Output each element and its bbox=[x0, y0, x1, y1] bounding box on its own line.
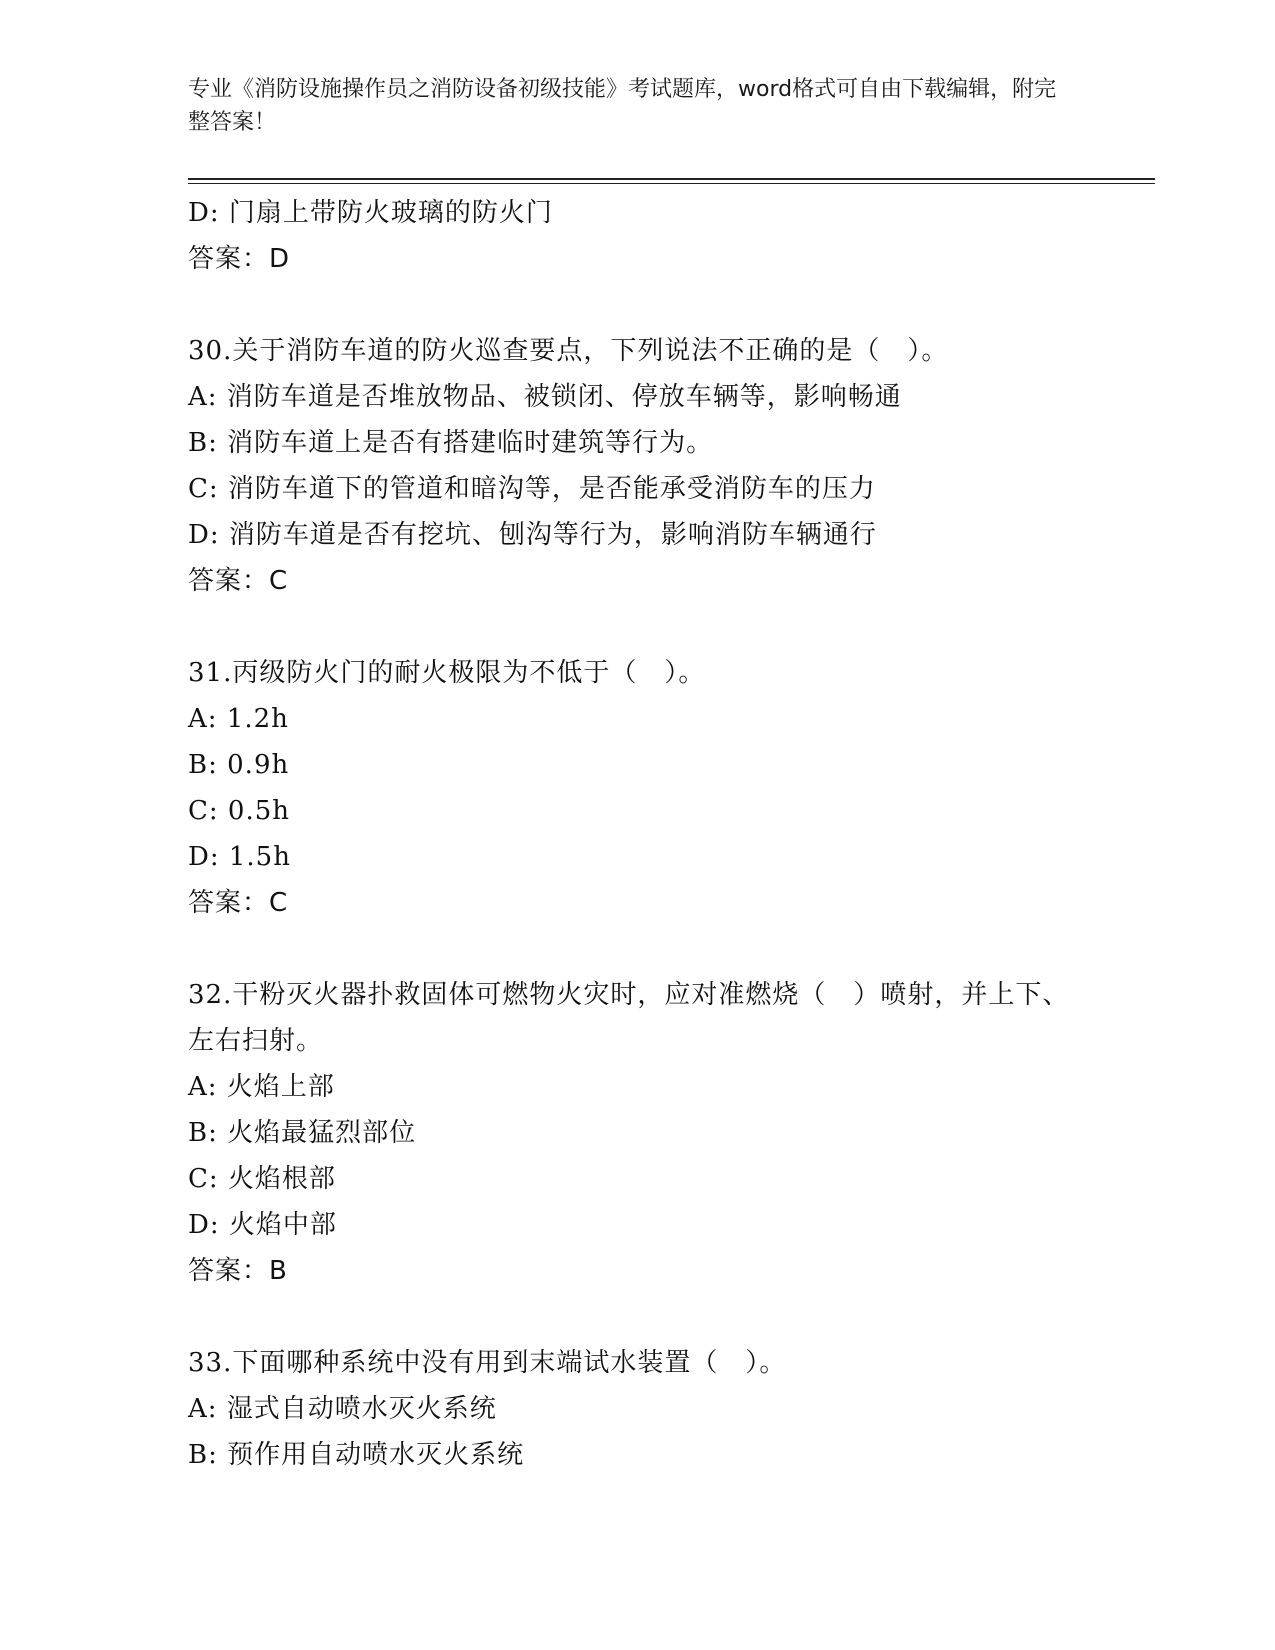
question-stem: 30.关于消防车道的防火巡查要点，下列说法不正确的是（ ）。 bbox=[188, 336, 949, 366]
question-30 bbox=[188, 328, 1088, 604]
question-32 bbox=[188, 972, 1088, 1294]
option-b: B: 火焰最猛烈部位 bbox=[188, 1118, 417, 1148]
answer-line: 答案：D bbox=[188, 244, 291, 274]
option-d: D: 1.5h bbox=[188, 842, 291, 872]
option-d: D: 门扇上带防火玻璃的防火门 bbox=[188, 198, 553, 228]
question-33 bbox=[188, 1340, 1088, 1478]
spacer bbox=[188, 282, 1088, 328]
answer-line: 答案：C bbox=[188, 566, 289, 596]
header-divider-thick bbox=[188, 178, 1155, 180]
question-stem: 33.下面哪种系统中没有用到末端试水装置（ ）。 bbox=[188, 1348, 787, 1378]
option-a: A: 湿式自动喷水灭火系统 bbox=[188, 1394, 497, 1424]
document-header: 专业《消防设施操作员之消防设备初级技能》考试题库，word格式可自由下载编辑，附完整答案！ bbox=[188, 77, 1057, 135]
option-c: C: 0.5h bbox=[188, 796, 291, 826]
option-a: A: 火焰上部 bbox=[188, 1072, 335, 1102]
question-31 bbox=[188, 650, 1088, 926]
spacer bbox=[188, 1294, 1088, 1340]
question-stem: 31.丙级防火门的耐火极限为不低于（ ）。 bbox=[188, 658, 706, 688]
option-d: D: 火焰中部 bbox=[188, 1210, 337, 1240]
option-b: B: 0.9h bbox=[188, 750, 290, 780]
option-c: C: 火焰根部 bbox=[188, 1164, 336, 1194]
question-29-tail bbox=[188, 190, 1088, 282]
option-b: B: 预作用自动喷水灭火系统 bbox=[188, 1440, 525, 1470]
option-b: B: 消防车道上是否有搭建临时建筑等行为。 bbox=[188, 428, 714, 458]
header-divider-thin bbox=[188, 183, 1155, 184]
option-c: C: 消防车道下的管道和暗沟等，是否能承受消防车的压力 bbox=[188, 474, 876, 504]
spacer bbox=[188, 926, 1088, 972]
answer-line: 答案：B bbox=[188, 1256, 288, 1286]
question-stem: 32.干粉灭火器扑救固体可燃物火灾时，应对准燃烧（ ）喷射，并上下、左右扫射。 bbox=[188, 980, 1070, 1056]
question-content bbox=[188, 190, 1088, 1478]
spacer bbox=[188, 604, 1088, 650]
option-a: A: 消防车道是否堆放物品、被锁闭、停放车辆等，影响畅通 bbox=[188, 382, 902, 412]
answer-line: 答案：C bbox=[188, 888, 289, 918]
option-d: D: 消防车道是否有挖坑、刨沟等行为，影响消防车辆通行 bbox=[188, 520, 877, 550]
option-a: A: 1.2h bbox=[188, 704, 289, 734]
